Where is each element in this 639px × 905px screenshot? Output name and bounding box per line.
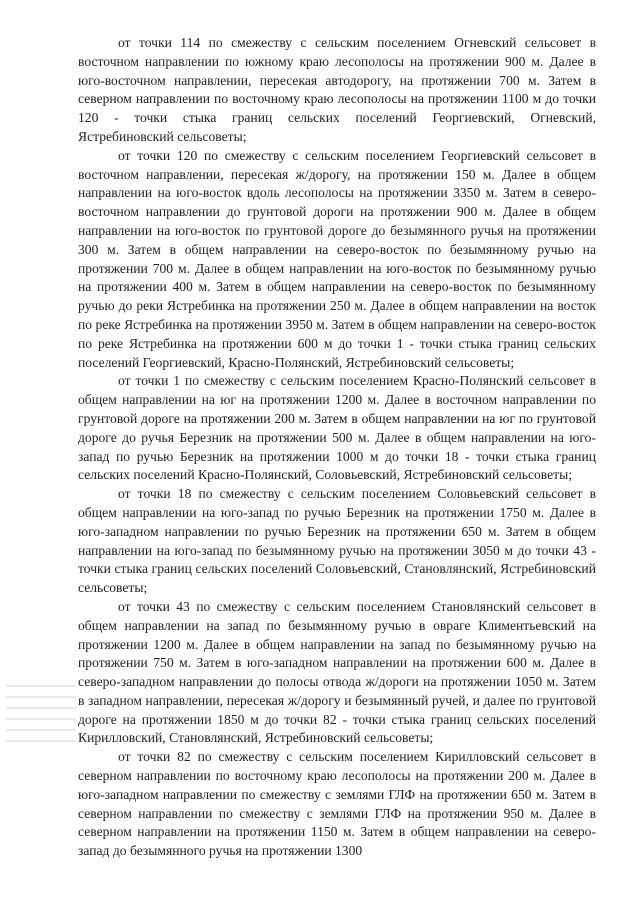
document-body [78, 34, 596, 861]
paragraph-point-18: от точки 18 по смежеству с сельским поселением Соловьевский сельсовет в общем направлении на юго-запад по ручью Березник на протяжении 1750 м. Далее в юго-западном направлении по ручью Березник на протяжении 650 м. Затем в общем направлении на юго-запад по безымянному ручью на протяжении 3050 м до точки 43 - точки стыка границ сельских поселений Соловьевский, Становлянский, Ястребиновский сельсоветы; [78, 486, 596, 596]
paragraph-point-43: от точки 43 по смежеству с сельским поселением Становлянский сельсовет в общем направлении на запад по безымянному ручью в овраге Климентьевский на протяжении 1200 м. Далее в общем направлении на запад по безымянному ручью на протяжении 750 м. Затем в юго-западном направлении на протяжении 600 м. Далее в северо-западном направлении до полосы отвода ж/дороги на протяжении 1050 м. Затем в западном направлении, пересекая ж/дорогу и безымянный ручей, и далее по грунтовой дороге на протяжении 1850 м до точки 82 - точки стыка границ сельских поселений Кирилловский, Становлянский, Ястребиновский сельсоветы; [78, 598, 596, 746]
paragraph-point-120: от точки 120 по смежеству с сельским поселением Георгиевский сельсовет в восточном направлении, пересекая ж/дорогу, на протяжении 150 м. Далее в общем направлении на юго-восток вдоль лесополосы на протяжении 3350 м. Затем в северо-восточном направлении до грунтовой дороги на протяжении 900 м. Далее в общем направлении на юго-восток по грунтовой дороге до безымянного ручья на протяжении 300 м. Затем в общем направлении на северо-восток по безымянному ручью на протяжении 700 м. Далее в общем направлении на юго-восток по безымянному ручью на протяжении 400 м. Затем в общем направлении на северо-восток по безымянному ручью до реки Ястребинка на протяжении 250 м. Далее в общем направлении на восток по реке Ястребинка на протяжении 3950 м. Затем в общем направлении на северо-восток по реке Ястребинка на протяжении 600 м до точки 1 - точки стыка границ сельских поселений Георгиевский, Красно-Полянский, Ястребиновский сельсоветы; [78, 147, 596, 370]
faint-stamp-mark [6, 676, 76, 766]
paragraph-point-82: от точки 82 по смежеству с сельским поселением Кирилловский сельсовет в северном направлении по восточному краю лесополосы на протяжении 200 м. Далее в юго-западном направлении по смежеству с землями ГЛФ на протяжении 650 м. Затем в северном направлении по смежеству с землями ГЛФ на протяжении 950 м. Далее в северном направлении на протяжении 1150 м. Затем в общем направлении на северо-запад до безымянного ручья на протяжении 1300 [78, 749, 596, 859]
paragraph-point-1: от точки 1 по смежеству с сельским поселением Красно-Полянский сельсовет в общем направлении на юг на протяжении 1200 м. Далее в восточном направлении по грунтовой дороге на протяжении 200 м. Затем в общем направлении на юг по грунтовой дороге до ручья Березник на протяжении 500 м. Далее в общем направлении на юго-запад по ручью Березник на протяжении 1000 м до точки 18 - точки стыка границ сельских поселений Красно-Полянский, Соловьевский, Ястребиновский сельсоветы; [78, 373, 596, 483]
paragraph-point-114: от точки 114 по смежеству с сельским поселением Огневский сельсовет в восточном направлении по южному краю лесополосы на протяжении 900 м. Далее в юго-восточном направлении, пересекая автодорогу, на протяжении 700 м. Затем в северном направлении по восточному краю лесополосы на протяжении 1100 м до точки 120 - точки стыка границ сельских поселений Георгиевский, Огневский, Ястребиновский сельсоветы; [78, 35, 596, 144]
